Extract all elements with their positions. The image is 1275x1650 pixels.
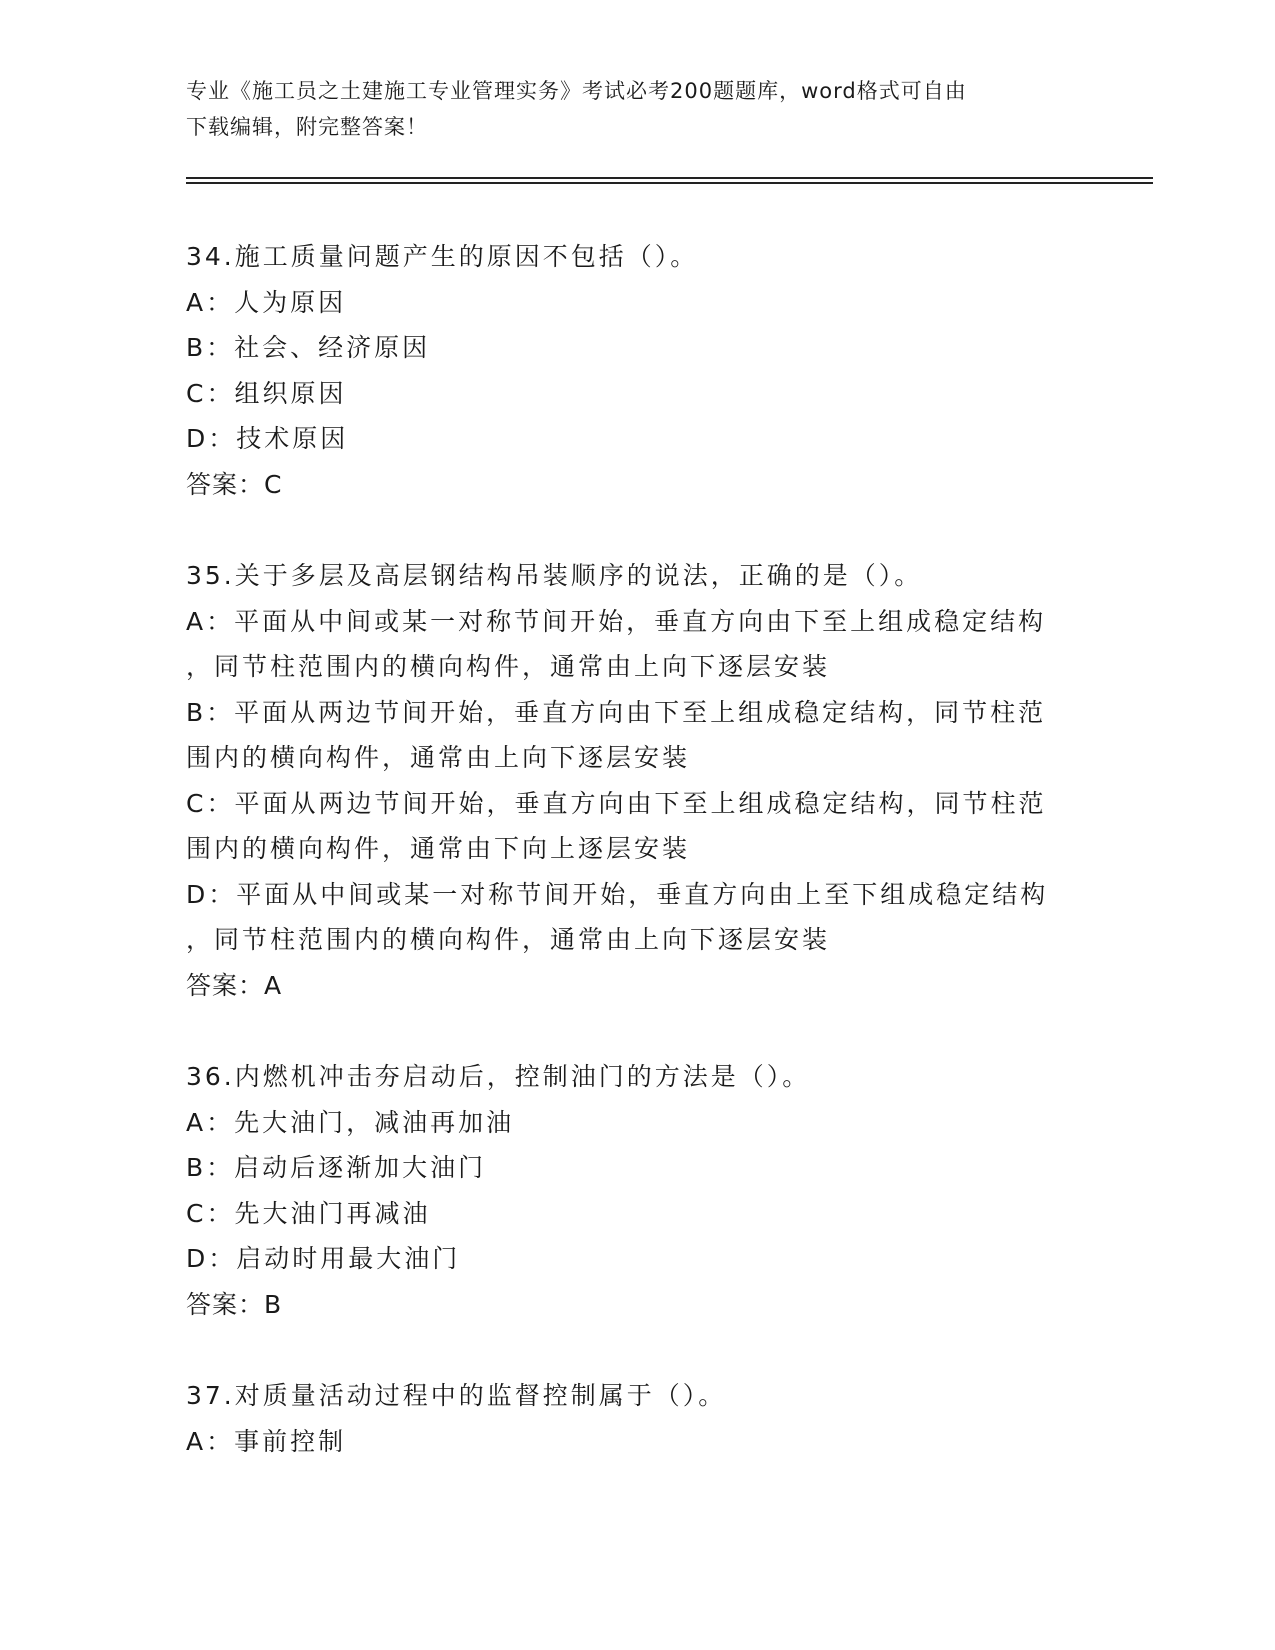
- option-d-continued: ，同节柱范围内的横向构件，通常由上向下逐层安装: [186, 925, 831, 954]
- option-b: B：启动后逐渐加大油门: [186, 1153, 487, 1182]
- option-b: B：社会、经济原因: [186, 333, 431, 362]
- option-a: A：平面从中间或某一对称节间开始，垂直方向由下至上组成稳定结构: [186, 606, 1047, 636]
- answer-line: 答案：B: [186, 1289, 283, 1319]
- option-d: D：平面从中间或某一对称节间开始，垂直方向由上至下组成稳定结构: [186, 879, 1049, 909]
- question-37: [186, 1373, 1086, 1464]
- header-line-1: 专业《施工员之土建施工专业管理实务》考试必考200题题库，word格式可自由: [186, 79, 967, 103]
- question-stem: 36.内燃机冲击夯启动后，控制油门的方法是（）。: [186, 1062, 811, 1091]
- question-35: [186, 553, 1086, 1008]
- option-a-continued: ，同节柱范围内的横向构件，通常由上向下逐层安装: [186, 652, 831, 681]
- answer-line: 答案：A: [186, 970, 283, 1000]
- option-a: A：事前控制: [186, 1426, 347, 1456]
- answer-line: 答案：C: [186, 469, 283, 499]
- option-c: C：平面从两边节间开始，垂直方向由下至上组成稳定结构，同节柱范: [186, 788, 1047, 818]
- option-d: D：技术原因: [186, 424, 349, 453]
- question-stem: 35.关于多层及高层钢结构吊装顺序的说法，正确的是（）。: [186, 561, 923, 590]
- question-34: [186, 234, 1086, 507]
- option-b: B：平面从两边节间开始，垂直方向由下至上组成稳定结构，同节柱范: [186, 697, 1047, 727]
- question-stem: 37.对质量活动过程中的监督控制属于（）。: [186, 1381, 727, 1410]
- header-line-2: 下载编辑，附完整答案！: [186, 115, 428, 139]
- option-b-continued: 围内的横向构件，通常由上向下逐层安装: [186, 743, 691, 772]
- option-d: D：启动时用最大油门: [186, 1244, 461, 1273]
- document-header: [186, 73, 1066, 145]
- header-divider-top: [186, 177, 1153, 179]
- option-c-continued: 围内的横向构件，通常由下向上逐层安装: [186, 834, 691, 863]
- question-stem: 34.施工质量问题产生的原因不包括（）。: [186, 242, 699, 271]
- header-divider-bottom: [186, 182, 1153, 184]
- question-36: [186, 1054, 1086, 1327]
- option-c: C：先大油门再减油: [186, 1198, 431, 1228]
- option-a: A：人为原因: [186, 287, 347, 317]
- option-a: A：先大油门，减油再加油: [186, 1107, 515, 1137]
- option-c: C：组织原因: [186, 378, 347, 408]
